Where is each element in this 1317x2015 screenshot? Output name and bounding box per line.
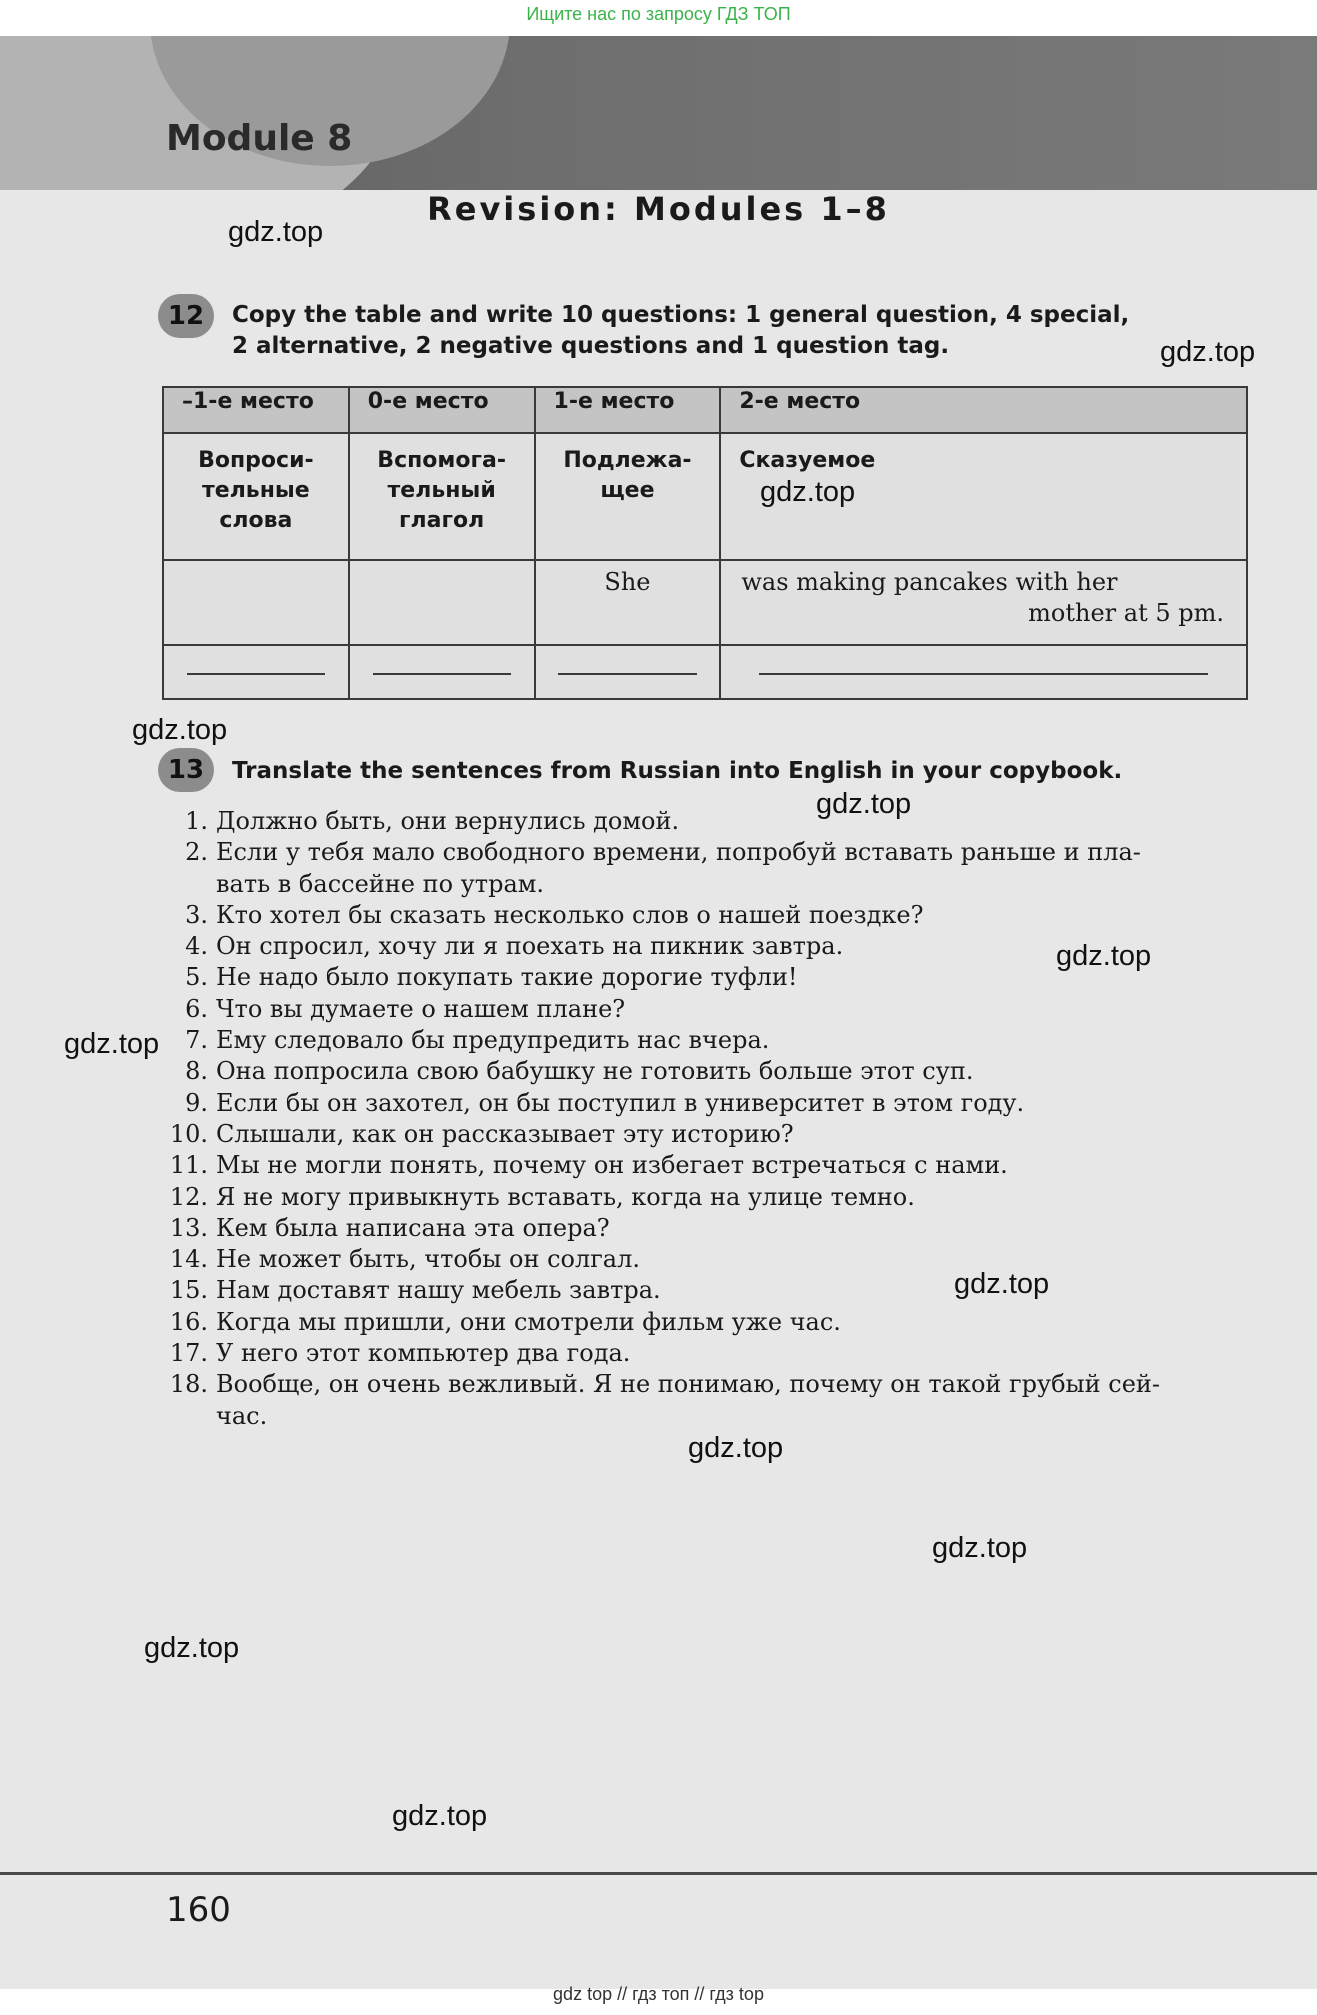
sentence-number: 1.	[185, 807, 208, 835]
list-item	[158, 994, 1258, 1025]
watermark: gdz.top	[228, 216, 324, 248]
label-line: тельные	[202, 478, 310, 503]
revision-title: Revision: Modules 1–8	[427, 190, 890, 228]
column-header: 0-е место	[349, 387, 535, 433]
label-line: Вспомога-	[377, 448, 506, 473]
list-item	[158, 1150, 1258, 1181]
table-header-row	[163, 387, 1247, 433]
list-item	[158, 1401, 1258, 1432]
answer-line	[558, 673, 696, 675]
sentence-text: Если бы он захотел, он бы поступил в университет в этом году.	[216, 1088, 1025, 1117]
sentence-number: 17.	[169, 1339, 208, 1368]
sentence-number: 11.	[169, 1151, 208, 1180]
sentence-text: Она попросила свою бабушку не готовить больше этот суп.	[216, 1057, 974, 1086]
sentence-number: 5.	[185, 963, 208, 992]
list-item	[158, 1213, 1258, 1244]
sentence-text: вать в бассейне по утрам.	[216, 869, 545, 898]
predicate-line: was making pancakes with her	[741, 568, 1118, 596]
table-row	[163, 645, 1247, 699]
watermark: gdz.top	[392, 1800, 488, 1832]
blank-cell	[349, 645, 535, 699]
column-header: –1-е место	[163, 387, 349, 433]
label-line: Вопроси-	[198, 448, 314, 473]
label-line: тельный	[387, 478, 496, 503]
sentence-text: У него этот компьютер два года.	[216, 1339, 631, 1368]
footer-divider	[0, 1872, 1317, 1875]
row-label-cell	[535, 433, 721, 560]
table-row	[163, 560, 1247, 645]
watermark: gdz.top	[144, 1632, 240, 1664]
exercise-number-badge: 12	[158, 294, 214, 338]
sample-subject-cell	[535, 560, 721, 645]
watermark: gdz.top	[1160, 336, 1256, 368]
blank-cell	[535, 645, 721, 699]
watermark: gdz.top	[132, 714, 228, 746]
sample-predicate-cell	[720, 560, 1247, 645]
page-number: 160	[166, 1890, 231, 1930]
list-item	[158, 1338, 1258, 1369]
list-item	[158, 1369, 1258, 1400]
list-item	[158, 1307, 1258, 1338]
watermark: gdz.top	[954, 1268, 1050, 1300]
column-header: 2-е место	[720, 387, 1247, 433]
label-line: Подлежа-	[563, 448, 692, 473]
sentence-text: Слышали, как он рассказывает эту историю?	[216, 1119, 794, 1148]
sentence-number: 7.	[185, 1026, 208, 1055]
label-line: Сказуемое	[739, 448, 876, 473]
list-item	[158, 1025, 1258, 1056]
sentence-number	[158, 869, 216, 900]
module-title: Module 8	[166, 118, 353, 159]
sentence-number: 6.	[185, 994, 208, 1023]
sentence-list	[158, 806, 1258, 1432]
sentence-text: Нам доставят нашу мебель завтра.	[216, 1276, 661, 1305]
sentence-text: Что вы думаете о нашем плане?	[216, 994, 626, 1023]
sentence-text: Ему следовало бы предупредить нас вчера.	[216, 1026, 770, 1055]
list-item	[158, 1119, 1258, 1150]
empty-cell	[349, 560, 535, 645]
exercise-12-instruction	[232, 300, 1129, 362]
top-link[interactable]: Ищите нас по запросу ГДЗ ТОП	[526, 4, 791, 24]
sentence-text: Когда мы пришли, они смотрели фильм уже час.	[216, 1307, 841, 1336]
watermark: gdz.top	[932, 1532, 1028, 1564]
row-label-cell	[163, 433, 349, 560]
blank-cell	[720, 645, 1247, 699]
sentence-number: 2.	[185, 838, 208, 867]
exercise-13-instruction: Translate the sentences from Russian into English in your copybook.	[232, 758, 1123, 784]
sentence-number: 13.	[169, 1213, 208, 1242]
sentence-number: 14.	[169, 1245, 208, 1274]
instruction-line: 2 alternative, 2 negative questions and 1 question tag.	[232, 333, 950, 359]
sentence-text: Если у тебя мало свободного времени, попробуй вставать раньше и пла-	[216, 838, 1141, 867]
label-line: слова	[219, 508, 293, 533]
sample-subject: She	[604, 568, 651, 596]
list-item	[158, 1244, 1258, 1275]
watermark: gdz.top	[816, 788, 912, 820]
list-item	[158, 869, 1258, 900]
sentence-text: час.	[216, 1401, 268, 1430]
sentence-number: 10.	[169, 1119, 208, 1148]
list-item	[158, 1182, 1258, 1213]
exercise-number-badge: 13	[158, 748, 214, 792]
sentence-number: 9.	[185, 1088, 208, 1117]
sentence-text: Не может быть, чтобы он солгал.	[216, 1245, 640, 1274]
sentence-text: Должно быть, они вернулись домой.	[216, 807, 680, 835]
instruction-line: Copy the table and write 10 questions: 1 general question, 4 special,	[232, 302, 1130, 328]
sentence-number: 4.	[185, 932, 208, 961]
sentence-text: Вообще, он очень вежливый. Я не понимаю, почему он такой грубый сей-	[216, 1370, 1161, 1399]
sentence-text: Не надо было покупать такие дорогие туфли!	[216, 963, 798, 992]
sentence-number: 18.	[169, 1370, 208, 1399]
sentence-text: Кем была написана эта опера?	[216, 1213, 610, 1242]
blank-cell	[163, 645, 349, 699]
module-header-band	[0, 36, 1317, 190]
watermark: gdz.top	[1056, 940, 1152, 972]
word-order-table	[162, 386, 1248, 700]
sentence-number: 16.	[169, 1307, 208, 1336]
sentence-text: Мы не могли понять, почему он избегает встречаться с нами.	[216, 1151, 1008, 1180]
sentence-number	[158, 1401, 216, 1432]
list-item	[158, 900, 1258, 931]
list-item	[158, 1088, 1258, 1119]
column-header: 1-е место	[535, 387, 721, 433]
answer-line	[187, 673, 325, 675]
sentence-text: Кто хотел бы сказать несколько слов о нашей поездке?	[216, 900, 924, 929]
answer-line	[759, 673, 1208, 675]
sentence-number: 12.	[169, 1182, 208, 1211]
label-line: щее	[600, 478, 655, 503]
empty-cell	[163, 560, 349, 645]
sentence-number: 15.	[169, 1276, 208, 1305]
list-item	[158, 837, 1258, 868]
sentence-text: Он спросил, хочу ли я поехать на пикник завтра.	[216, 932, 844, 961]
watermark: gdz.top	[688, 1432, 784, 1464]
predicate-line: mother at 5 pm.	[1028, 599, 1224, 627]
list-item	[158, 1056, 1258, 1087]
watermark: gdz.top	[64, 1028, 160, 1060]
watermark: gdz.top	[760, 476, 856, 508]
table-row	[163, 433, 1247, 560]
label-line: глагол	[399, 508, 485, 533]
bottom-links[interactable]: gdz top // гдз топ // гдз top	[553, 1984, 764, 2004]
sentence-number: 8.	[185, 1057, 208, 1086]
answer-line	[373, 673, 511, 675]
sentence-number: 3.	[185, 900, 208, 929]
row-label-cell	[349, 433, 535, 560]
list-item	[158, 1275, 1258, 1306]
sentence-text: Я не могу привыкнуть вставать, когда на улице темно.	[216, 1182, 915, 1211]
list-item	[158, 806, 1258, 837]
